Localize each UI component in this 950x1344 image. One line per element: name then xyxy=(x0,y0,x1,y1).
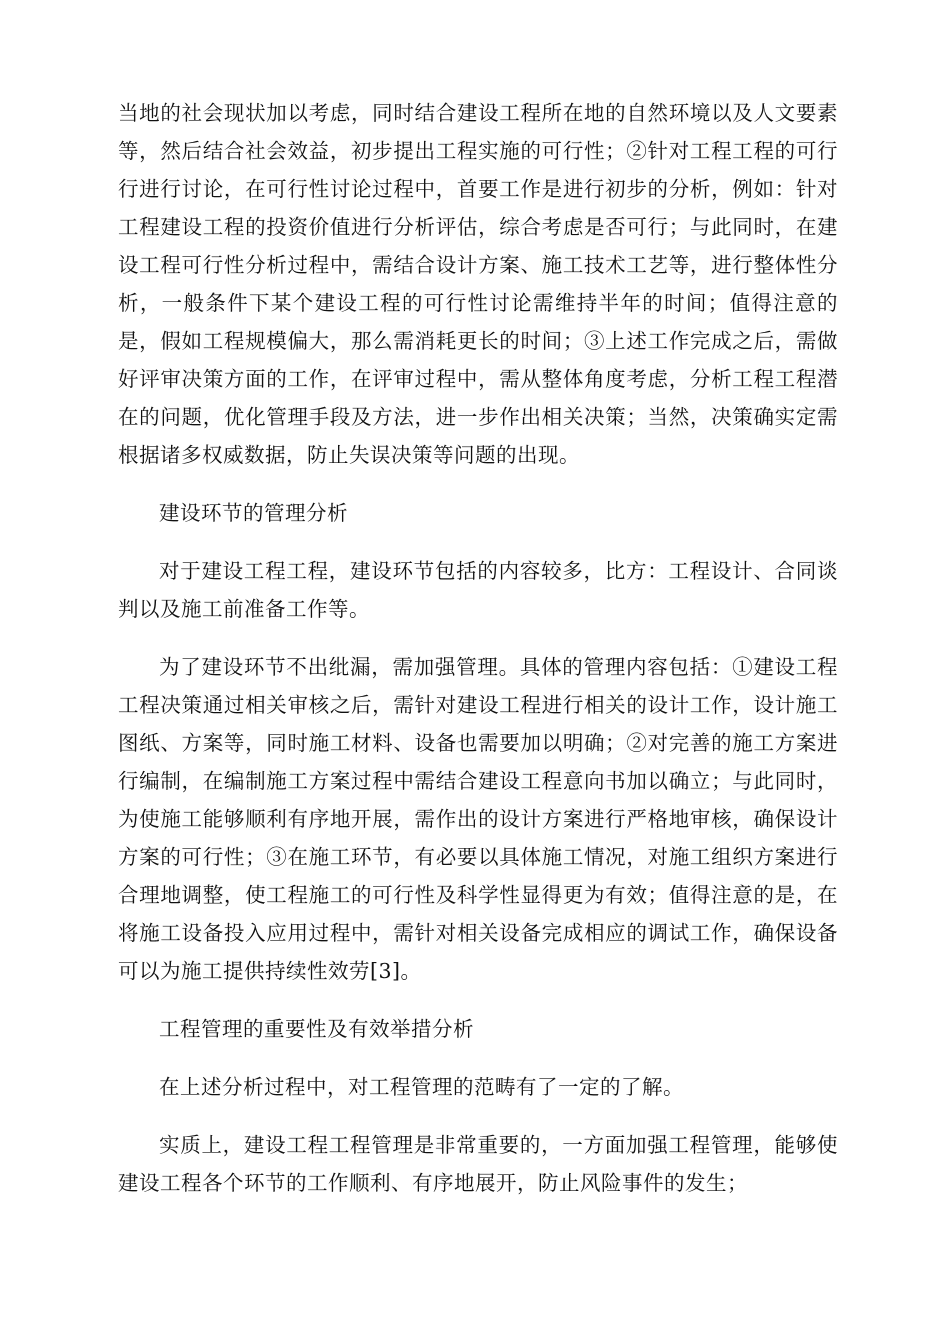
section-heading-importance-measures: 工程管理的重要性及有效举措分析 xyxy=(159,1017,474,1041)
body-paragraph-2: 对于建设工程工程，建设环节包括的内容较多，比方：工程设计、合同谈判以及施工前准备工作等。 xyxy=(118,559,838,621)
body-paragraph-1: 当地的社会现状加以考虑，同时结合建设工程所在地的自然环境以及人文要素等，然后结合社会效益，初步提出工程实施的可行性；②针对工程工程的可行行进行讨论，在可行性讨论过程中，首要工作是进行初步的分析，例如：针对工程建设工程的投资价值进行分析评估，综合考虑是否可行；与此同时，在建设工程可行性分析过程中，需结合设计方案、施工技术工艺等，进行整体性分析，一般条件下某个建设工程的可行性讨论需维持半年的时间；值得注意的是，假如工程规模偏大，那么需消耗更长的时间；③上述工作完成之后，需做好评审决策方面的工作，在评审过程中，需从整体角度考虑，分析工程工程潜在的问题，优化管理手段及方法，进一步作出相关决策；当然，决策确实定需根据诸多权威数据，防止失误决策等问题的出现。 xyxy=(118,101,838,467)
body-paragraph-4: 在上述分析过程中，对工程管理的范畴有了一定的了解。 xyxy=(159,1075,684,1099)
body-paragraph-3: 为了建设环节不出纰漏，需加强管理。具体的管理内容包括：①建设工程工程决策通过相关审核之后，需针对建设工程进行相关的设计工作，设计施工图纸、方案等，同时施工材料、设备也需要加以明确；②对完善的施工方案进行编制，在编制施工方案过程中需结合建设工程意向书加以确立；与此同时，为使施工能够顺利有序地开展，需作出的设计方案进行严格地审核，确保设计方案的可行性；③在施工环节，有必要以具体施工情况，对施工组织方案进行合理地调整，使工程施工的可行性及科学性显得更为有效；值得注意的是，在将施工设备投入应用过程中，需针对相关设备完成相应的调试工作，确保设备可以为施工提供持续性效劳[3]。 xyxy=(118,655,838,983)
document-page xyxy=(118,94,838,1202)
section-heading-construction-management: 建设环节的管理分析 xyxy=(159,501,348,525)
body-paragraph-5: 实质上，建设工程工程管理是非常重要的，一方面加强工程管理，能够使建设工程各个环节的工作顺利、有序地展开，防止风险事件的发生； xyxy=(118,1133,838,1195)
